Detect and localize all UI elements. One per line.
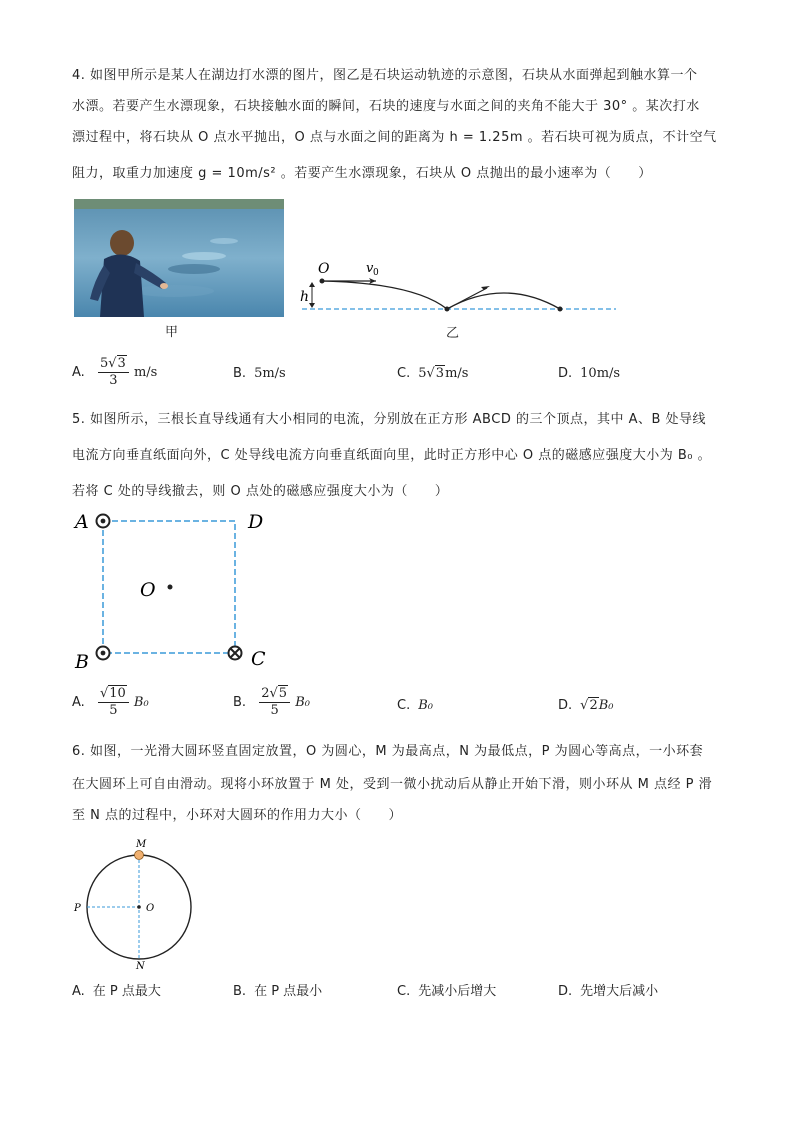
label-o: O — [318, 261, 330, 277]
label-h: h — [300, 289, 310, 305]
label-o: O — [146, 903, 155, 914]
center-o-dot — [168, 585, 173, 590]
q6-line-3: 至 N 点的过程中，小环对大圆环的作用力大小（ ） — [72, 808, 402, 823]
q5-option-a: A. $\frac{√10}{5}$ B₀ — [72, 686, 149, 718]
q6-option-c: C. 先减小后增大 — [397, 984, 497, 999]
q6-option-b: B. 在 P 点最小 — [233, 984, 323, 999]
point-o-dot — [320, 279, 325, 284]
stone-skipping-photo — [74, 199, 284, 317]
label-v: v — [366, 261, 374, 276]
label-o: O — [140, 579, 156, 601]
q4-option-d: D. 10m/s — [558, 366, 621, 381]
q5-line-1: 5. 如图所示，三根长直导线通有大小相同的电流，分别放在正方形 ABCD 的三个顶点，其中 A、B 处导线 — [72, 412, 707, 427]
fraction: $\frac{√10}{5}$ — [98, 686, 129, 719]
q6-line-1: 6. 如图，一光滑大圆环竖直固定放置，O 为圆心，M 为最高点，N 为最低点，P 为圆心等高点，一小环套 — [72, 744, 704, 759]
q5-option-d: D. √2B₀ — [558, 698, 614, 713]
label-d: D — [248, 511, 264, 533]
trajectory-diagram — [294, 255, 624, 321]
label-v-sub: 0 — [373, 268, 379, 278]
q4-option-b: B. 5m/s — [233, 366, 286, 381]
q4-line-3: 漂过程中，将石块从 O 点水平抛出，O 点与水面之间的距离为 h = 1.25m 。若石块可视为质点，不计空气 — [72, 130, 717, 145]
fraction: $\frac{5√3}{3}$ — [98, 356, 129, 389]
q5-option-c: C. B₀ — [397, 698, 433, 713]
q4-line-2: 水漂。若要产生水漂现象，石块接触水面的瞬间，石块的速度与水面之间的夹角不能大于 30° 。某次打水 — [72, 99, 700, 114]
label-a: A — [75, 511, 89, 533]
label-c: C — [251, 648, 266, 670]
q4-option-a: A. $\frac{5√3}{3}$ m/s — [72, 356, 158, 388]
fraction: $\frac{2√5}{5}$ — [259, 686, 290, 719]
small-ring — [135, 851, 144, 860]
q4-line-4: 阻力，取重力加速度 g = 10m/s² 。若要产生水漂现象，石块从 O 点抛出的最小速率为（ ） — [72, 166, 652, 181]
ring-diagram — [70, 834, 200, 974]
bounce-arrow — [447, 288, 487, 309]
figure-yi-caption: 乙 — [446, 326, 460, 341]
q6-option-d: D. 先增大后减小 — [558, 984, 659, 999]
label-m: M — [136, 839, 147, 850]
label-p: P — [74, 903, 81, 914]
label-b: B — [75, 651, 89, 673]
q5-line-3: 若将 C 处的导线撤去，则 O 点处的磁感应强度大小为（ ） — [72, 484, 449, 499]
q6-line-2: 在大圆环上可自由滑动。现将小环放置于 M 处，受到一微小扰动后从静止开始下滑，则小环从 M 点经 P 滑 — [72, 777, 713, 792]
trajectory-arc-1 — [322, 281, 447, 309]
q5-option-b: B. $\frac{2√5}{5}$ B₀ — [233, 686, 310, 718]
square-wire-diagram — [70, 505, 280, 675]
option-a-label: A. — [72, 365, 85, 380]
center-o-dot — [137, 905, 141, 909]
trajectory-arc-2 — [447, 293, 560, 309]
q4-option-c: C. 5√3m/s — [397, 366, 469, 381]
q6-option-a: A. 在 P 点最大 — [72, 984, 161, 999]
label-n: N — [136, 961, 145, 972]
figure-jia-caption: 甲 — [165, 325, 179, 340]
q4-line-1: 4. 如图甲所示是某人在湖边打水漂的图片，图乙是石块运动轨迹的示意图，石块从水面弹起到触水算一个 — [72, 68, 698, 83]
q5-line-2: 电流方向垂直纸面向外，C 处导线电流方向垂直纸面向里，此时正方形中心 O 点的磁感应强度大小为 B₀ 。 — [72, 448, 712, 463]
